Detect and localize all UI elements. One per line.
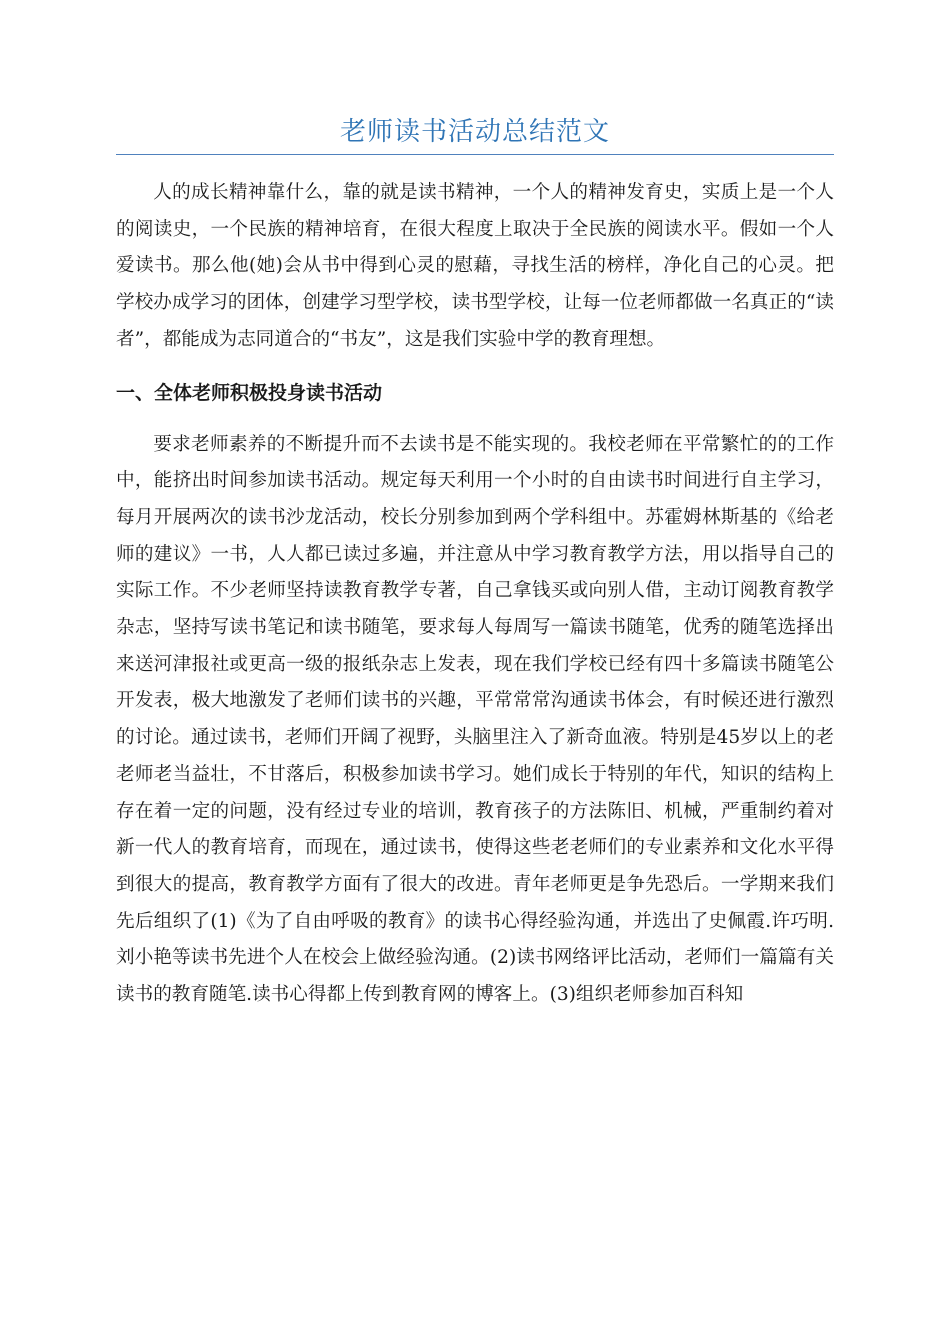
document-body — [116, 175, 834, 1014]
intro-paragraph: 人的成长精神靠什么，靠的就是读书精神，一个人的精神发育史，实质上是一个人的阅读史，一个民族的精神培育，在很大程度上取决于全民族的阅读水平。假如一个人爱读书。那么他(她)会从书中得到心灵的慰藉，寻找生活的榜样，净化自己的心灵。把学校办成学习的团体，创建学习型学校，读书型学校，让每一位老师都做一名真正的“读者”，都能成为志同道合的“书友”，这是我们实验中学的教育理想。 — [116, 182, 834, 350]
title-underline — [116, 154, 834, 155]
document-title: 老师读书活动总结范文 — [339, 117, 610, 147]
section-heading: 一、全体老师积极投身读书活动 — [116, 381, 383, 404]
section-paragraph: 要求老师素养的不断提升而不去读书是不能实现的。我校老师在平常繁忙的的工作中，能挤出时间参加读书活动。规定每天利用一个小时的自由读书时间进行自主学习，每月开展两次的读书沙龙活动，校长分别参加到两个学科组中。苏霍姆林斯基的《给老师的建议》一书，人人都已读过多遍，并注意从中学习教育教学方法，用以指导自己的实际工作。不少老师坚持读教育教学专著，自己拿钱买或向别人借，主动订阅教育教学杂志，坚持写读书笔记和读书随笔，要求每人每周写一篇读书随笔，优秀的随笔选择出来送河津报社或更高一级的报纸杂志上发表，现在我们学校已经有四十多篇读书随笔公开发表，极大地激发了老师们读书的兴趣，平常常常沟通读书体会，有时候还进行激烈的讨论。通过读书，老师们开阔了视野，头脑里注入了新奇血液。特别是45岁以上的老老师老当益壮，不甘落后，积极参加读书学习。她们成长于特别的年代，知识的结构上存在着一定的问题，没有经过专业的培训，教育孩子的方法陈旧、机械，严重制约着对新一代人的教育培育，而现在，通过读书，使得这些老老师们的专业素养和文化水平得到很大的提高，教育教学方面有了很大的改进。青年老师更是争先恐后。一学期来我们先后组织了(1)《为了自由呼吸的教育》的读书心得经验沟通，并选出了史佩霞.许巧明.刘小艳等读书先进个人在校会上做经验沟通。(2)读书网络评比活动，老师们一篇篇有关读书的教育随笔.读书心得都上传到教育网的博客上。(3)组织老师参加百科知 — [116, 433, 834, 1006]
